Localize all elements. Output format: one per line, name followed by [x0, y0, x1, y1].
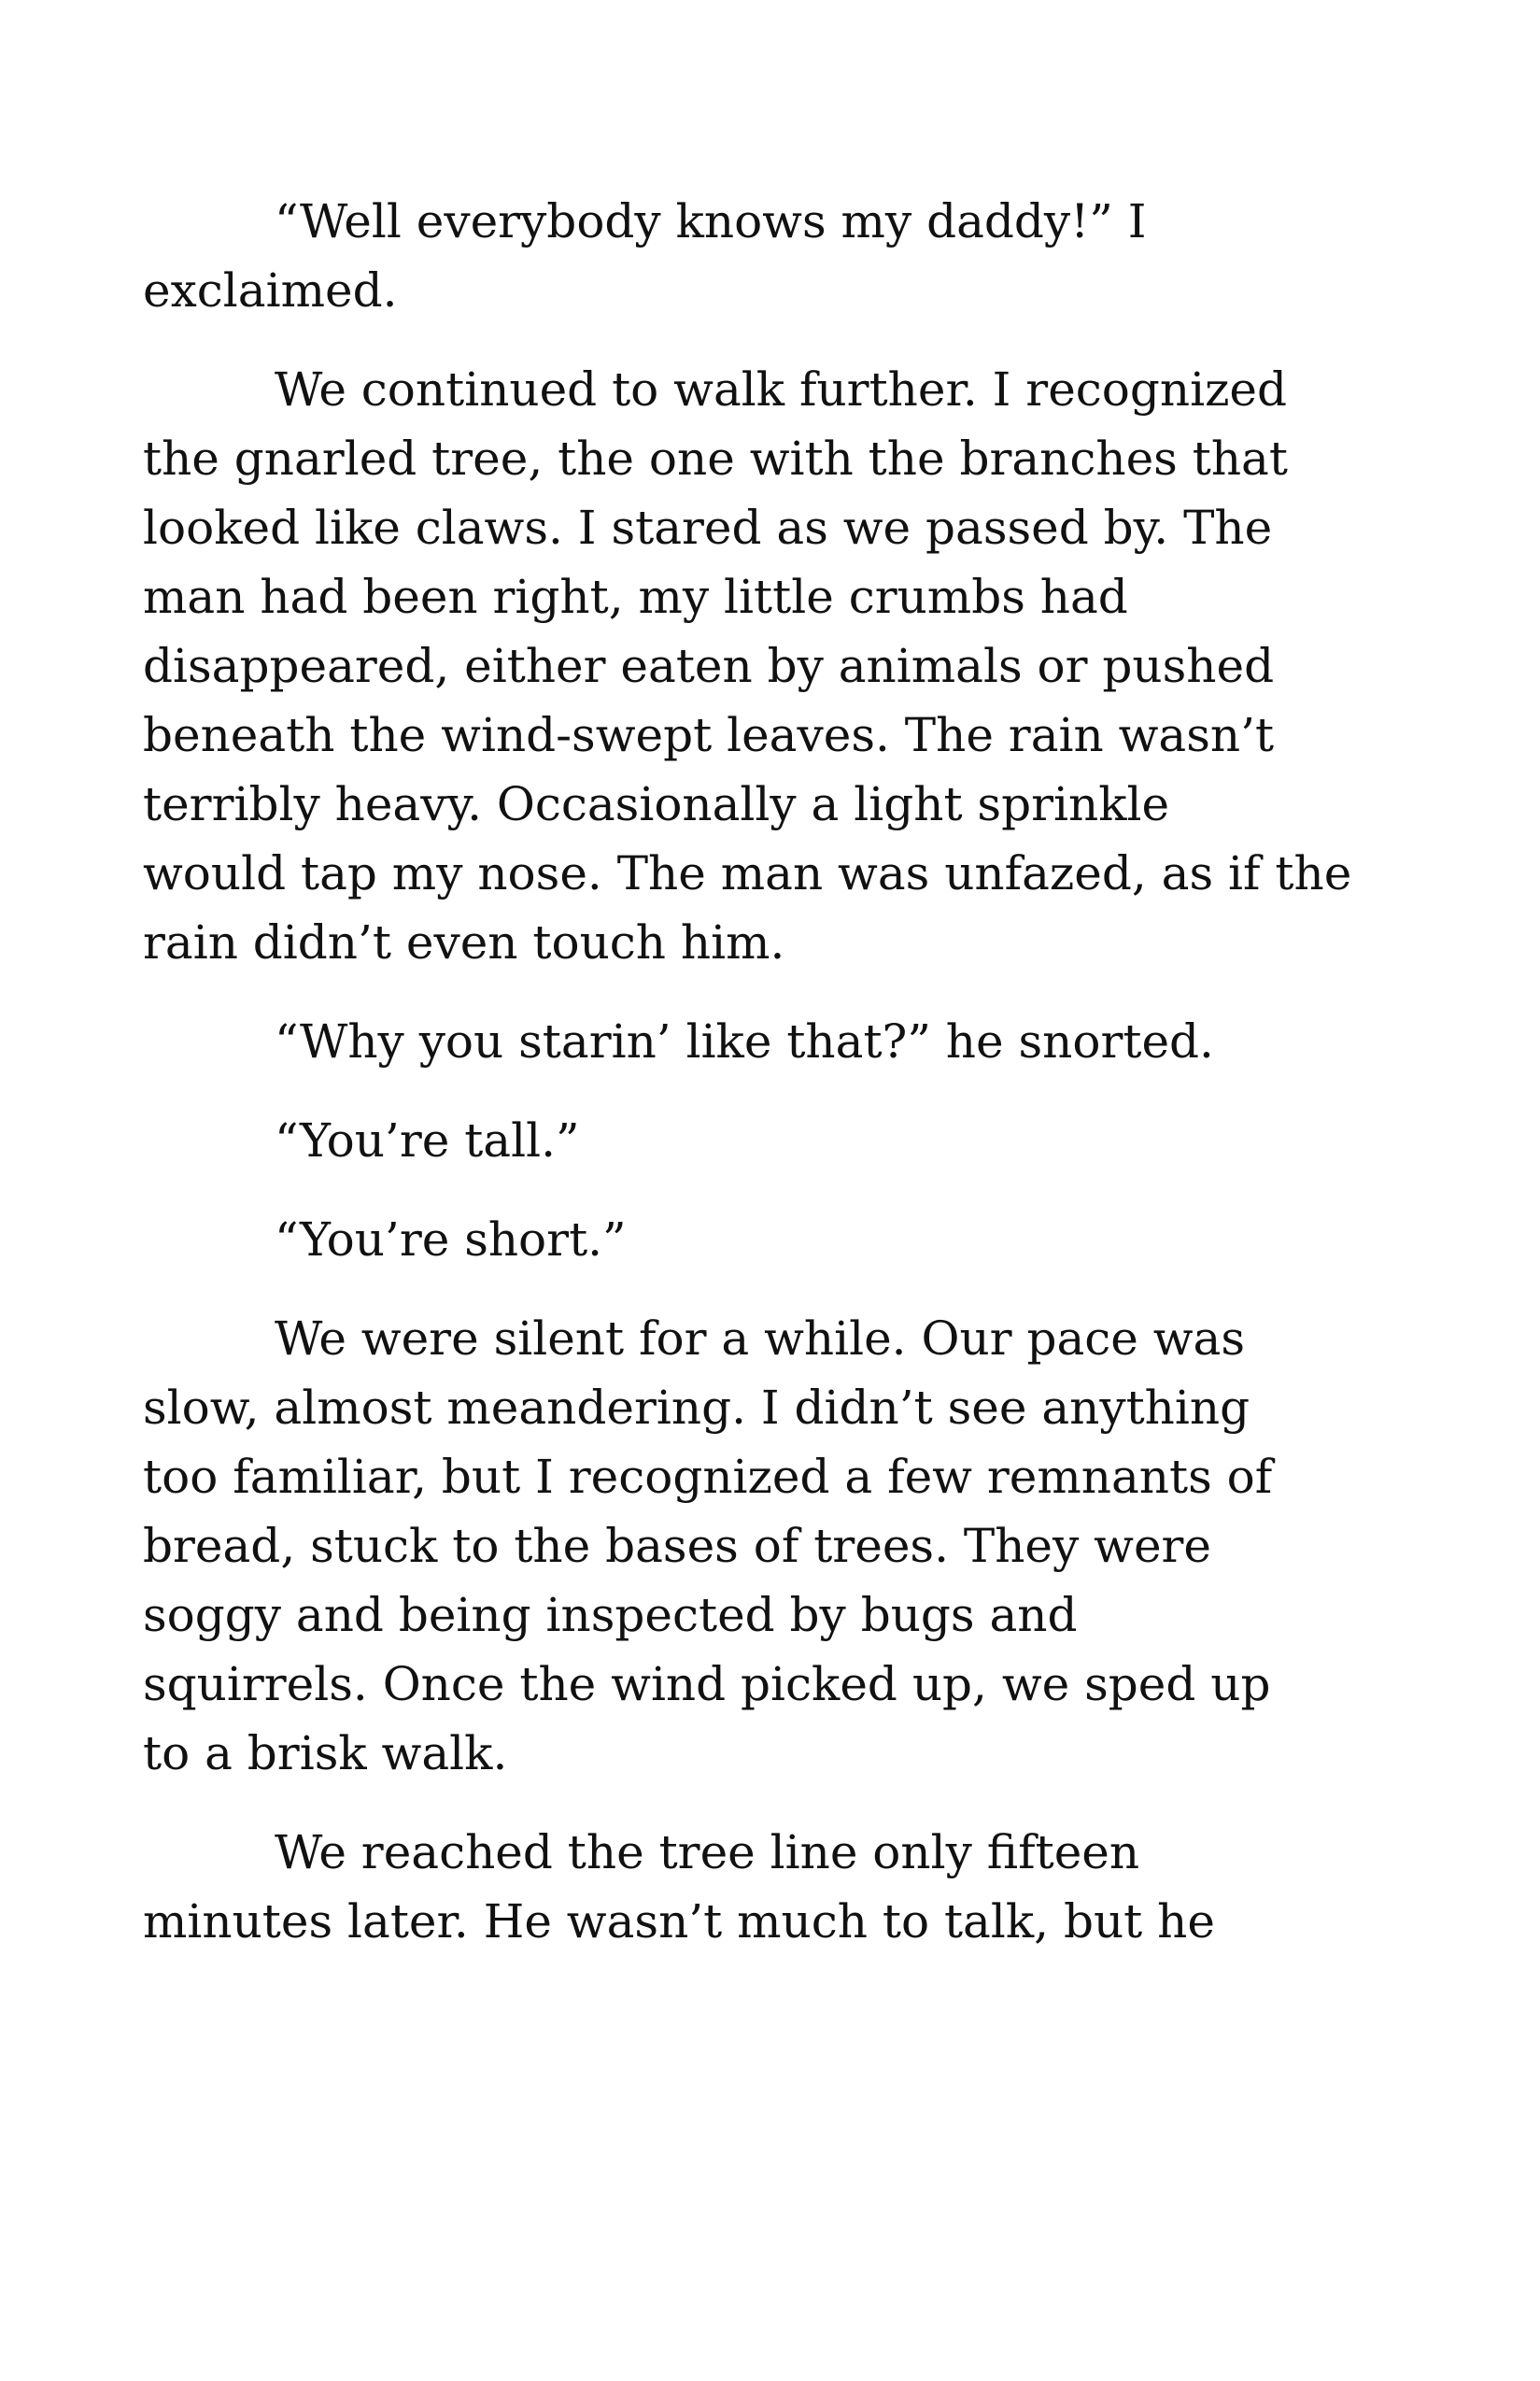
paragraph-silent [143, 1304, 1357, 1788]
paragraph-youre-tall [143, 1106, 1357, 1175]
text-line: would tap my nose. The man was unfazed, as if the [143, 846, 1352, 900]
text-line: soggy and being inspected by bugs and [143, 1588, 1078, 1642]
text-line: the gnarled tree, the one with the branches that [143, 432, 1288, 486]
text-line: “Well everybody knows my daddy!” I [275, 194, 1147, 248]
text-line: terribly heavy. Occasionally a light sprinkle [143, 777, 1170, 831]
text-line: slow, almost meandering. I didn’t see anything [143, 1381, 1250, 1435]
text-line: We reached the tree line only fifteen [275, 1825, 1140, 1879]
paragraph-youre-short [143, 1205, 1357, 1274]
text-line: “You’re short.” [275, 1212, 627, 1267]
text-line: to a brisk walk. [143, 1726, 508, 1780]
paragraph-tree-line [143, 1818, 1357, 1956]
text-line: We were silent for a while. Our pace was [275, 1311, 1246, 1366]
text-line: “You’re tall.” [275, 1113, 580, 1168]
paragraph-why-staring [143, 1007, 1357, 1076]
paragraph-daddy [143, 187, 1357, 325]
text-line: We continued to walk further. I recognized [275, 362, 1288, 417]
text-line: man had been right, my little crumbs had [143, 570, 1128, 624]
paragraph-walk-further [143, 355, 1357, 977]
text-line: “Why you starin’ like that?” he snorted. [275, 1014, 1214, 1069]
text-line: beneath the wind-swept leaves. The rain wasn’t [143, 708, 1275, 762]
text-line: too familiar, but I recognized a few remnants of [143, 1450, 1273, 1504]
page-body-text [143, 187, 1357, 1986]
text-line: bread, stuck to the bases of trees. They were [143, 1519, 1212, 1573]
text-line: looked like claws. I stared as we passed by. The [143, 501, 1273, 555]
text-line: squirrels. Once the wind picked up, we sped up [143, 1657, 1271, 1711]
text-line: rain didn’t even touch him. [143, 915, 785, 970]
text-line: disappeared, either eaten by animals or pushed [143, 639, 1275, 693]
text-line: exclaimed. [143, 263, 398, 318]
text-line: minutes later. He wasn’t much to talk, but he [143, 1894, 1215, 1949]
